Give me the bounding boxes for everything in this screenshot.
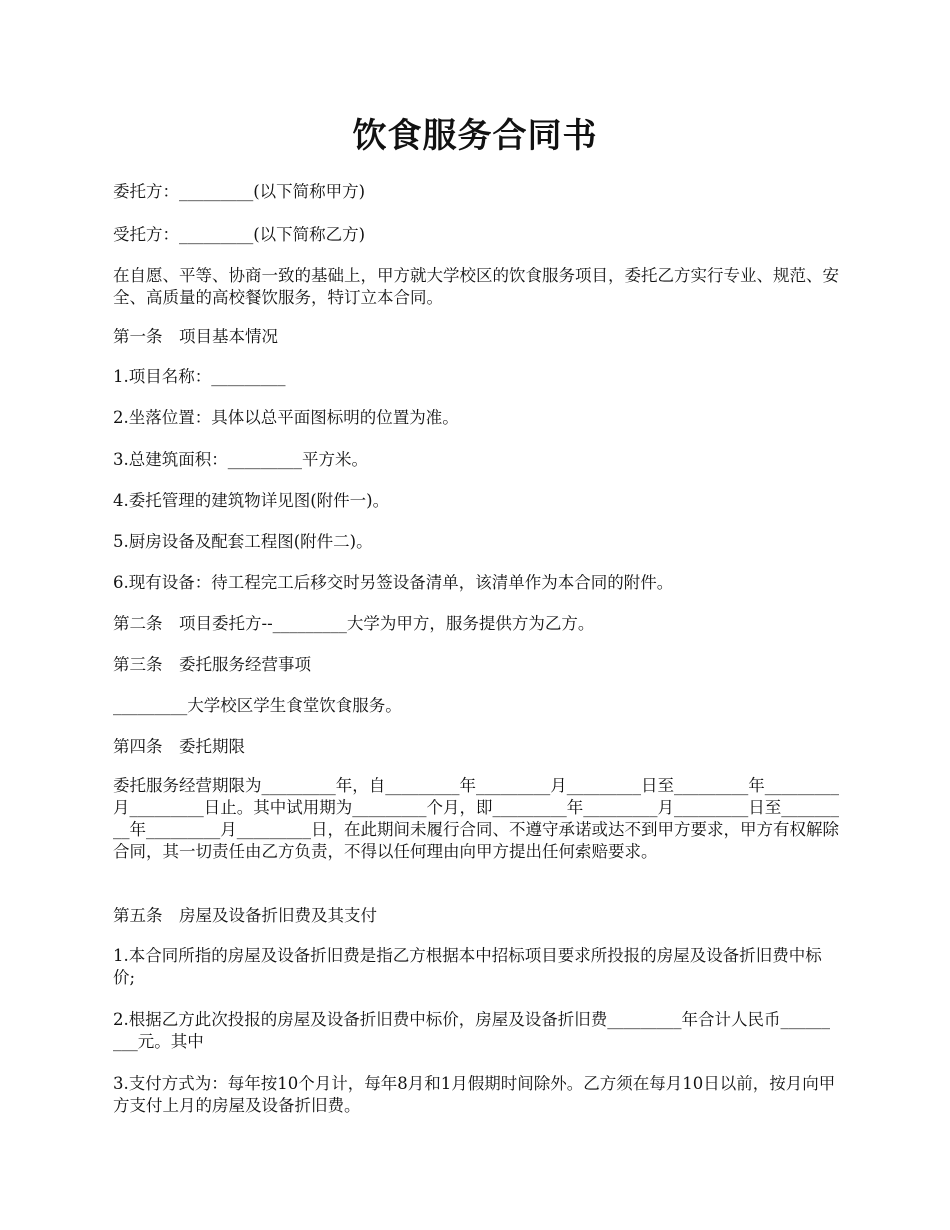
preamble-paragraph: 在自愿、平等、协商一致的基础上，甲方就大学校区的饮食服务项目，委托乙方实行专业、规范、安全、高质量的高校餐饮服务，特订立本合同。 <box>113 266 839 307</box>
article-4-content: 委托服务经营期限为_________年，自_________年_________月_________日至_________年_________月_________日止。其中试用期为_________个月，即_________年_________月_________日至_________年_________月_________日，在此期间未履行合同、不遵守承诺或达不到甲方要求，甲方有权解除合同，其一切责任由乙方负责，不得以任何理由向甲方提出任何索赔要求。 <box>113 776 839 861</box>
payment-method: 3.支付方式为：每年按10个月计，每年8月和1月假期时间除外。乙方须在每月10日以前，按月向甲方支付上月的房屋及设备折旧费。 <box>113 1074 836 1115</box>
equipment-line: 6.现有设备：待工程完工后移交时另签设备清单，该清单作为本合同的附件。 <box>113 573 674 592</box>
article-3-heading: 第三条 委托服务经营事项 <box>113 655 311 674</box>
article-2-line: 第二条 项目委托方--_________大学为甲方，服务提供方为乙方。 <box>113 614 595 633</box>
article-3-content: _________大学校区学生食堂饮食服务。 <box>113 696 402 715</box>
document-title: 饮食服务合同书 <box>352 116 598 156</box>
location-line: 2.坐落位置：具体以总平面图标明的位置为准。 <box>113 408 459 427</box>
area-line: 3.总建筑面积：_________平方米。 <box>113 450 368 469</box>
depreciation-amount: 2.根据乙方此次投报的房屋及设备折旧费中标价，房屋及设备折旧费_________年合计人民币_________元。其中 <box>113 1010 830 1051</box>
article-4-heading: 第四条 委托期限 <box>113 737 245 756</box>
article-1-heading: 第一条 项目基本情况 <box>113 327 278 346</box>
kitchen-line: 5.厨房设备及配套工程图(附件二)。 <box>113 532 373 551</box>
article-5-heading: 第五条 房屋及设备折旧费及其支付 <box>113 906 377 925</box>
building-line: 4.委托管理的建筑物详见图(附件一)。 <box>113 491 390 510</box>
depreciation-definition: 1.本合同所指的房屋及设备折旧费是指乙方根据本中招标项目要求所投报的房屋及设备折旧费中标价; <box>113 946 822 987</box>
project-name-line: 1.项目名称：_________ <box>113 367 286 386</box>
party-b-line: 受托方：_________(以下简称乙方) <box>113 225 366 244</box>
party-a-line: 委托方：_________(以下简称甲方) <box>113 182 366 201</box>
